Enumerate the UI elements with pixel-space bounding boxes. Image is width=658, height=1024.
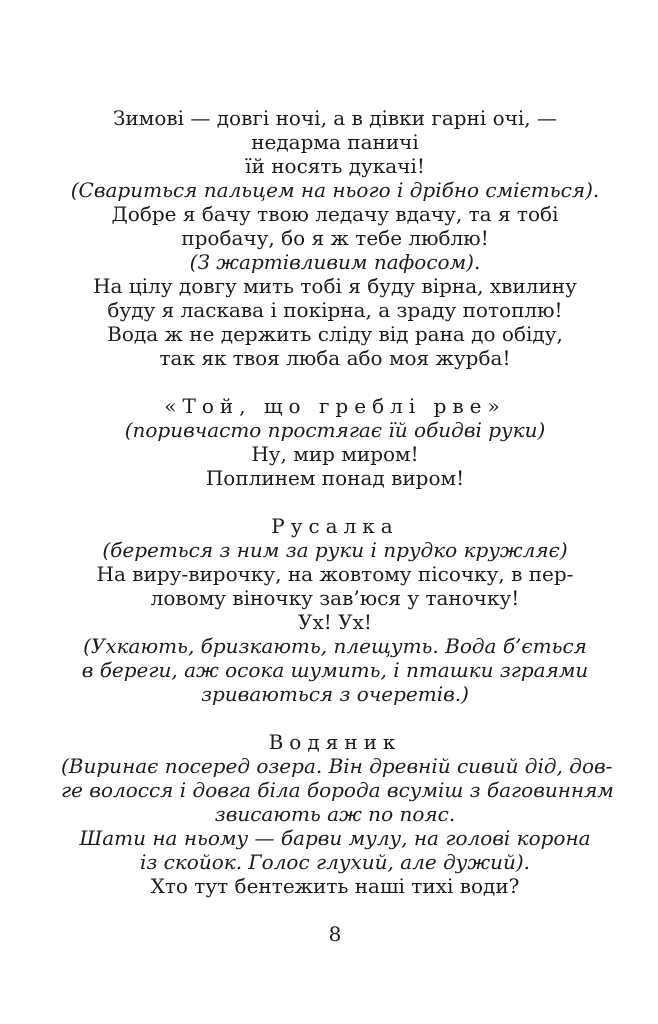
- stage-direction-line: в береги, аж осока шумить, і пташки зграями: [81, 658, 589, 682]
- verse-line: На виру-вирочку, на жовтому пісочку, в пер-: [96, 562, 574, 586]
- verse-line: Вода ж не держить сліду від рана до обіду,: [107, 322, 563, 346]
- stage-direction-line: (З жартівливим пафосом).: [189, 250, 481, 274]
- character-name: «Той, що греблі рве»: [164, 394, 506, 418]
- verse-line: так як твоя люба або моя журба!: [159, 346, 511, 370]
- page-number: 8: [328, 922, 342, 946]
- stage-direction-line: (Виринає посеред озера. Він древній сивий дід, дов-: [61, 754, 613, 778]
- stage-direction-line: (Ухкають, бризкають, плещуть. Вода б’ється: [83, 634, 587, 658]
- verse-line: недарма паничі: [251, 130, 419, 154]
- stage-direction-line: ге волосся і довга біла борода всуміш з баговинням: [61, 778, 614, 802]
- stage-direction-line: (береться з ним за руки і прудко кружляє): [102, 538, 568, 562]
- character-name: Русалка: [271, 514, 399, 538]
- verse-line: ловому віночку зав’юся у таночку!: [150, 586, 520, 610]
- stage-direction-line: зриваються з очеретів.): [201, 682, 469, 706]
- verse-line: Ух! Ух!: [298, 610, 372, 634]
- verse-line: На цілу довгу мить тобі я буду вірна, хвилину: [93, 274, 577, 298]
- verse-line: Ну, мир миром!: [251, 442, 419, 466]
- verse-line: буду я ласкава і покірна, а зраду потоплю!: [107, 298, 563, 322]
- verse-line: пробачу, бо я ж тебе люблю!: [181, 226, 489, 250]
- stage-direction-line: із скойок. Голос глухий, але дужий).: [139, 850, 531, 874]
- character-name: Водяник: [268, 730, 402, 754]
- page-text-column: [61, 106, 614, 946]
- speech-section-vodianyk: [61, 730, 614, 898]
- verse-line: Добре я бачу твою ледачу вдачу, та я тобі: [111, 202, 559, 226]
- stage-direction-line: (Свариться пальцем на нього і дрібно сміється).: [70, 178, 600, 202]
- speech-section-rusalka: [61, 514, 609, 706]
- stage-direction-line: (поривчасто простягає їй обидві руки): [124, 418, 546, 442]
- stage-direction-line: звисають аж по пояс.: [214, 802, 456, 826]
- verse-line: Зимові — довгі ночі, а в дівки гарні очі, —: [112, 106, 558, 130]
- verse-line: Хто тут бентежить наші тихі води?: [150, 874, 520, 898]
- speech-section-rusalka-continued: [61, 106, 609, 370]
- speech-section-toi-shcho-hrebli-rve: [61, 394, 609, 490]
- verse-line: Поплинем понад виром!: [205, 466, 465, 490]
- verse-line: їй носять дукачі!: [245, 154, 425, 178]
- stage-direction-line: Шати на ньому — барви мулу, на голові корона: [79, 826, 591, 850]
